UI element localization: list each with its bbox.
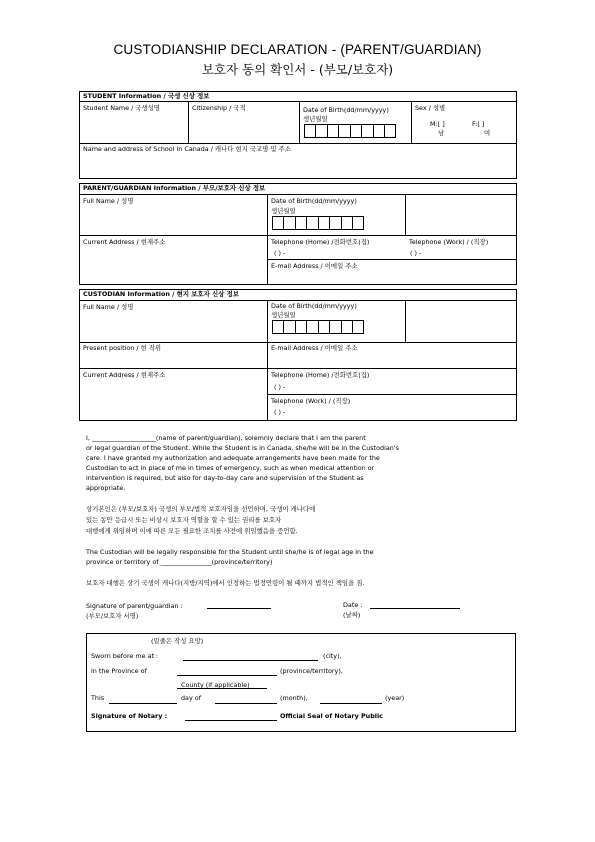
divider [79, 342, 517, 343]
legal-responsibility-line-1: The Custodian will be legally responsible for the Student until she/he is of legal age in the [86, 548, 374, 556]
notary-instruction: (밑줄은 작성 요망) [151, 637, 204, 645]
custodian-tel-work-label: Telephone (Work) / (직장) [271, 397, 351, 405]
digit-divider [283, 320, 284, 334]
custodian-section-header: CUSTODIAN Information / 현지 보호자 신상 정보 [83, 290, 239, 298]
legal-responsibility-korean: 보호자 대행은 상기 국생이 캐나다(지방/지역)에서 인정하는 법정연령이 될 때까지 법적인 책임을 짐. [86, 579, 365, 587]
notary-seal-label: Official Seal of Notary Public [280, 712, 383, 720]
digit-divider [295, 320, 296, 334]
declaration-line-6: appropriate. [86, 484, 126, 492]
province-suffix-label: (province/territory), [280, 667, 343, 675]
province-line[interactable] [177, 675, 277, 676]
county-label: County (if applicable) [181, 681, 250, 689]
day-of-label: day of [181, 694, 201, 702]
declaration-line-4: Custodian to act in place of me in times of emergency, such as when medical attention or [86, 464, 375, 472]
divider [79, 235, 517, 236]
declaration-korean-3: 대행에게 위임하며 이에 따른 모든 필요한 조치를 사전에 위임했음을 증언함. [86, 527, 298, 535]
school-label: Name and address of School in Canada / 캐나다 현지 국교명 및 주소 [83, 145, 291, 153]
year-line[interactable] [320, 703, 382, 704]
city-label: (city), [323, 652, 342, 660]
digit-divider [315, 124, 316, 138]
date-line[interactable] [370, 608, 460, 609]
province-label: in the Province of [91, 667, 147, 675]
declaration-line-1: I, ____________________(name of parent/guardian), solemnly declare that I am the parent [86, 434, 366, 442]
student-section-header: STUDENT Information / 국생 신상 정보 [83, 92, 210, 100]
month-line[interactable] [215, 703, 277, 704]
digit-divider [327, 124, 328, 138]
student-dob-korean: 생년월일 [303, 115, 328, 123]
legal-responsibility-line-2: province or territory of ________________(province/territory) [86, 558, 273, 566]
document-title-korean: 보호자 동의 확인서 - (부모/보호자) [201, 62, 394, 77]
date-label: Date : [343, 601, 363, 609]
custodian-tel-home-label: Telephone (Home) /전화번호(집) [271, 371, 370, 379]
digit-divider [361, 124, 362, 138]
custodian-dob-label: Date of Birth(dd/mm/yyyy) [271, 302, 357, 310]
declaration-korean-1: 상기본인은 (부모/보호자) 국생의 부모/법적 보호자임을 선언하며, 국생이 캐나다에 [86, 505, 316, 513]
digit-divider [373, 124, 374, 138]
sex-male-checkbox[interactable]: M:[ ] [430, 120, 445, 128]
divider [267, 394, 517, 395]
digit-divider [341, 216, 342, 230]
divider [79, 368, 517, 369]
parent-name-label: Full Name / 성명 [83, 197, 134, 205]
sworn-label: Sworn before me at : [91, 652, 159, 660]
declaration-korean-2: 있는 동안 응급시 또는 비상시 보호자 역할을 할 수 있는 권리를 보호자 [86, 516, 282, 524]
digit-divider [283, 216, 284, 230]
custodian-dob-korean: 생년월일 [271, 311, 296, 319]
year-label: (year) [385, 694, 405, 702]
custodian-address-label: Current Address / 현재주소 [83, 371, 166, 379]
sex-male-korean: 남 [438, 129, 445, 137]
digit-divider [306, 320, 307, 334]
custodian-position-label: Present position / 현 직위 [83, 344, 162, 352]
parent-dob-korean: 생년월일 [271, 207, 296, 215]
parent-tel-home-field[interactable]: ( ) - [274, 249, 286, 257]
document-title-english: CUSTODIANSHIP DECLARATION - (PARENT/GUARDIAN) [113, 42, 482, 57]
digit-divider [384, 124, 385, 138]
digit-divider [318, 216, 319, 230]
divider [79, 194, 517, 195]
sworn-city-line[interactable] [183, 660, 318, 661]
digit-divider [329, 216, 330, 230]
declaration-line-2: or legal guardian of the Student. While the Student is in Canada, she/he will be in the Custodian's [86, 444, 399, 452]
sex-female-checkbox[interactable]: F:[ ] [472, 120, 485, 128]
this-label: This [91, 694, 105, 702]
parent-address-label: Current Address / 현재주소 [83, 238, 166, 246]
digit-divider [329, 320, 330, 334]
notary-signature-label: Signature of Notary : [91, 712, 168, 720]
sex-label: Sex / 성별 [415, 104, 446, 112]
divider [267, 259, 517, 260]
custodian-email-label: E-mail Address / 이메일 주소 [271, 344, 358, 352]
notary-signature-line[interactable] [185, 720, 277, 721]
divider [188, 101, 189, 143]
digit-divider [341, 320, 342, 334]
sex-female-korean: 여 [484, 129, 491, 137]
digit-divider [306, 216, 307, 230]
declaration-line-3: care. I have granted my authorization and adequate arrangements have been made for the [86, 454, 380, 462]
digit-divider [318, 320, 319, 334]
custodian-name-label: Full Name / 성명 [83, 303, 134, 311]
date-korean: (날짜) [343, 611, 361, 619]
parent-email-label: E-mail Address / 이메일 주소 [271, 262, 358, 270]
digit-divider [295, 216, 296, 230]
month-label: (month), [280, 694, 308, 702]
divider [267, 194, 268, 285]
parent-tel-work-field[interactable]: ( ) - [410, 249, 422, 257]
parent-tel-home-label: Telephone (Home) /전화번호(집) [271, 238, 370, 246]
county-line[interactable] [177, 688, 267, 689]
custodian-tel-work-field[interactable]: ( ) - [274, 408, 286, 416]
divider [79, 101, 517, 102]
divider [79, 300, 517, 301]
parent-tel-work-label: Telephone (Work) / (직장) [409, 238, 489, 246]
divider [405, 300, 406, 342]
divider [79, 143, 517, 144]
declaration-line-5: intervention is required, but also for day-to-day care and supervision of the Student as [86, 474, 364, 482]
custodian-tel-home-field[interactable]: ( ) - [274, 383, 286, 391]
parent-signature-label: Signature of parent/guardian : [86, 602, 183, 610]
parent-signature-korean: (부모/보호자 서명) [86, 612, 139, 620]
citizenship-label: Citizenship / 국적 [192, 104, 246, 112]
divider [411, 101, 412, 143]
digit-divider [352, 216, 353, 230]
student-dob-label: Date of Birth(dd/mm/yyyy) [303, 106, 389, 114]
day-line[interactable] [109, 703, 177, 704]
divider [405, 194, 406, 235]
parent-section-header: PARENT/GUARDIAN Information / 부모/보호자 신상 정보 [83, 184, 266, 192]
parent-signature-line[interactable] [207, 608, 271, 609]
divider [299, 101, 300, 143]
divider [267, 300, 268, 421]
digit-divider [338, 124, 339, 138]
digit-divider [352, 320, 353, 334]
student-name-label: Student Name / 국생성명 [83, 104, 160, 112]
digit-divider [350, 124, 351, 138]
parent-dob-label: Date of Birth(dd/mm/yyyy) [271, 197, 357, 205]
